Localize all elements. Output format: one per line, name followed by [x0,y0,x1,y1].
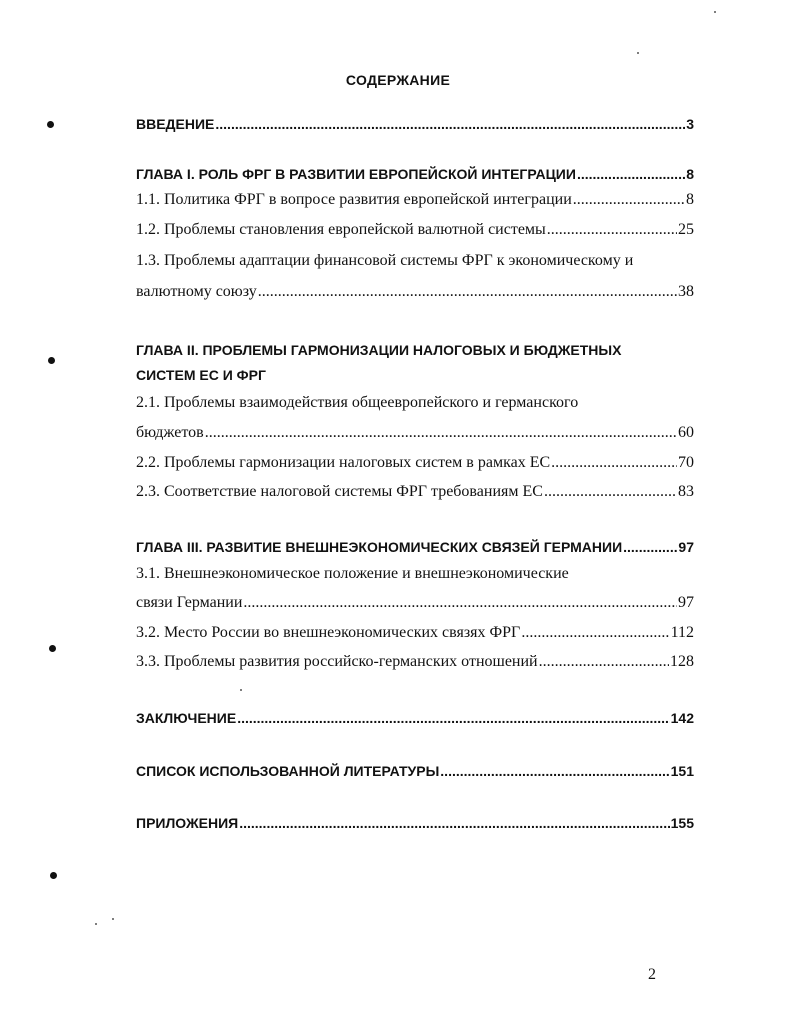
dot-leader [258,283,677,301]
toc-entry-page: 70 [678,454,694,471]
toc-entry-label: 1.1. Политика ФРГ в вопросе развития европейской интеграции [136,191,572,208]
toc-entry-chapter-3 [136,539,694,555]
toc-entry-appendix [136,815,694,831]
toc-entry-section-3-1-line1: 3.1. Внешнеэкономическое положение и внешнеэкономические [136,565,569,582]
toc-entry-label: 3.2. Место России во внешнеэкономических связях ФРГ [136,624,521,641]
toc-entry-label: 2.3. Соответствие налоговой системы ФРГ требованиям ЕС [136,483,543,500]
page-number: 2 [648,966,656,983]
toc-entry-page: 60 [678,424,694,441]
dot-leader [239,815,669,831]
toc-entry-chapter-2-line1: ГЛАВА II. ПРОБЛЕМЫ ГАРМОНИЗАЦИИ НАЛОГОВЫХ И БЮДЖЕТНЫХ [136,342,622,358]
dot-leader [237,710,669,726]
toc-entry-label: 2.2. Проблемы гармонизации налоговых систем в рамках ЕС [136,454,551,471]
toc-entry-page: 155 [670,815,694,831]
toc-entry-label: бюджетов [136,424,204,441]
toc-entry-intro [136,116,694,132]
dot-leader [539,653,669,671]
toc-entry-label: ПРИЛОЖЕНИЯ [136,815,239,831]
punch-hole-mark [47,121,54,128]
toc-entry-page: 142 [670,710,694,726]
dot-leader [577,166,685,182]
toc-entry-page: 25 [678,221,694,238]
toc-entry-page: 8 [686,166,694,182]
toc-entry-label: СПИСОК ИСПОЛЬЗОВАННОЙ ЛИТЕРАТУРЫ [136,763,440,779]
dot-leader [551,454,677,472]
dot-leader [623,539,677,555]
toc-entry-page: 3 [686,116,694,132]
toc-entry-section-1-3-line1: 1.3. Проблемы адаптации финансовой системы ФРГ к экономическому и [136,252,634,269]
dot-leader [243,594,677,612]
toc-entry-section-1-1 [136,191,694,209]
toc-entry-label: ГЛАВА I. РОЛЬ ФРГ В РАЗВИТИИ ЕВРОПЕЙСКОЙ ИНТЕГРАЦИИ [136,166,576,182]
toc-entry-label: ГЛАВА III. РАЗВИТИЕ ВНЕШНЕЭКОНОМИЧЕСКИХ СВЯЗЕЙ ГЕРМАНИИ [136,539,623,555]
toc-entry-page: 83 [678,483,694,500]
scan-speck [95,923,97,925]
toc-entry-label: связи Германии [136,594,243,611]
punch-hole-mark [50,872,57,879]
scan-speck [112,918,114,920]
toc-entry-section-2-1 [136,424,694,442]
toc-entry-section-2-1-line1: 2.1. Проблемы взаимодействия общеевропейского и германского [136,394,579,411]
toc-entry-conclusion [136,710,694,726]
toc-entry-section-3-1 [136,594,694,612]
toc-entry-page: 97 [678,594,694,611]
dot-leader [573,191,685,209]
scan-speck [637,52,639,54]
dot-leader [205,424,677,442]
toc-entry-label: ВВЕДЕНИЕ [136,116,215,132]
toc-entry-page: 112 [670,624,694,641]
punch-hole-mark [48,357,55,364]
toc-entry-page: 97 [678,539,694,555]
dot-leader [521,624,669,642]
punch-hole-mark [49,645,56,652]
toc-entry-label: ЗАКЛЮЧЕНИЕ [136,710,237,726]
toc-entry-section-1-3 [136,283,694,301]
dot-leader [440,763,669,779]
toc-entry-section-2-3 [136,483,694,501]
toc-entry-page: 8 [686,191,694,208]
toc-entry-section-2-2 [136,454,694,472]
toc-entry-label: валютному союзу [136,283,257,300]
toc-entry-section-3-2 [136,624,694,642]
toc-entry-label: 1.2. Проблемы становления европейской валютной системы [136,221,546,238]
dot-leader [544,483,677,501]
toc-entry-section-3-3 [136,653,694,671]
scan-speck [240,689,242,691]
toc-entry-page: 128 [670,653,694,670]
toc-entry-section-1-2 [136,221,694,239]
toc-entry-chapter-2-line2: СИСТЕМ ЕС И ФРГ [136,367,266,383]
toc-entry-label: 3.3. Проблемы развития российско-германских отношений [136,653,538,670]
toc-entry-literature [136,763,694,779]
toc-entry-chapter-1 [136,166,694,182]
toc-entry-page: 38 [678,283,694,300]
dot-leader [547,221,677,239]
scan-speck [714,11,716,13]
page-title: СОДЕРЖАНИЕ [345,72,451,88]
dot-leader [215,116,685,132]
toc-entry-page: 151 [670,763,694,779]
